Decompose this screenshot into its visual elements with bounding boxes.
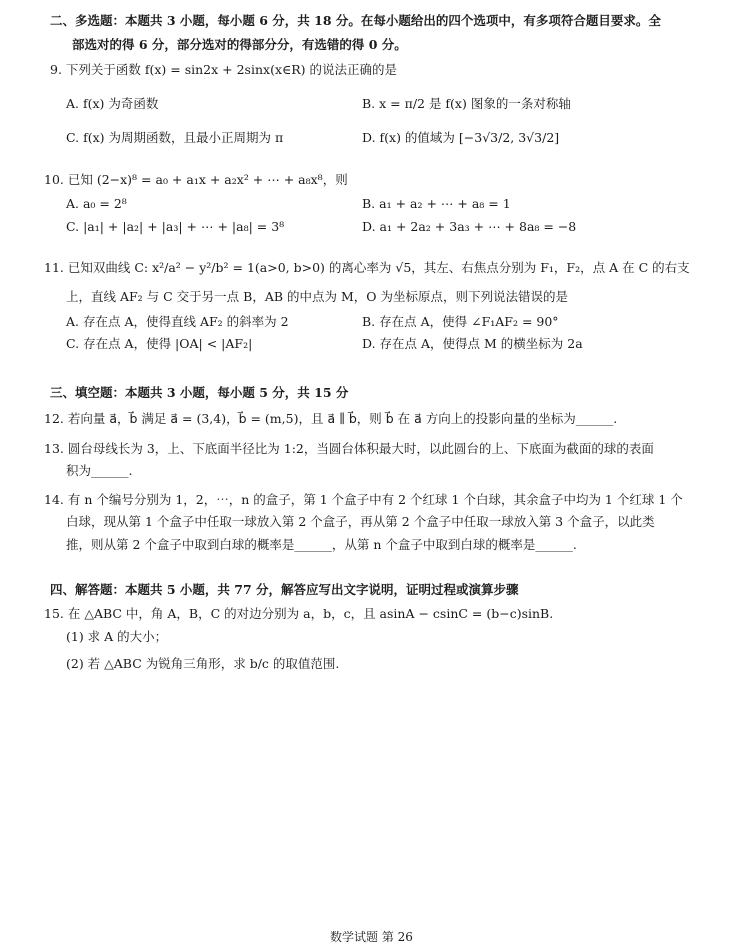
q14-text-cont2: 推，则从第 2 个盒子中取到白球的概率是______，从第 n 个盒子中取到白球的概率是______. bbox=[66, 537, 577, 552]
q14-text-cont1: 白球，现从第 1 个盒子中任取一球放入第 2 个盒子，再从第 2 个盒子中任取一球放入第 3 个盒子，以此类 bbox=[66, 514, 655, 529]
q10-stem: 10. 已知 (2−x)⁸ = a₀ + a₁x + a₂x² + ⋯ + a₈x⁸，则 bbox=[44, 172, 348, 187]
q12-text: 12. 若向量 a⃗，b⃗ 满足 a⃗ = (3,4)，b⃗ = (m,5)，且 a⃗ ∥ b⃗，则 b⃗ 在 a⃗ 方向上的投影向量的坐标为______. bbox=[44, 411, 618, 426]
q11-option-b: B. 存在点 A，使得 ∠F₁AF₂ = 90° bbox=[362, 314, 559, 329]
q10-option-b: B. a₁ + a₂ + ⋯ + a₈ = 1 bbox=[362, 196, 511, 211]
q10-option-d: D. a₁ + 2a₂ + 3a₃ + ⋯ + 8a₈ = −8 bbox=[362, 219, 577, 234]
q14-text: 14. 有 n 个编号分别为 1，2，⋯，n 的盒子，第 1 个盒子中有 2 个红球 1 个白球，其余盒子中均为 1 个红球 1 个 bbox=[44, 492, 683, 507]
q10-option-a: A. a₀ = 2⁸ bbox=[66, 196, 127, 211]
q13-text: 13. 圆台母线长为 3，上、下底面半径比为 1:2，当圆台体积最大时，以此圆台的上、下底面为截面的球的表面 bbox=[44, 441, 654, 456]
q15-part1: (1) 求 A 的大小； bbox=[66, 629, 168, 644]
q11-stem: 11. 已知双曲线 C: x²/a² − y²/b² = 1(a>0, b>0) 的离心率为 √5，其左、右焦点分别为 F₁，F₂，点 A 在 C 的右支 bbox=[44, 260, 690, 275]
q11-option-c: C. 存在点 A，使得 |OA| < |AF₂| bbox=[66, 336, 253, 351]
section3-heading: 三、填空题：本题共 3 小题，每小题 5 分，共 15 分 bbox=[50, 385, 349, 400]
q9-option-b: B. x = π/2 是 f(x) 图象的一条对称轴 bbox=[362, 96, 571, 111]
section2-heading-cont: 部选对的得 6 分，部分选对的得部分分，有选错的得 0 分。 bbox=[72, 37, 407, 52]
q10-option-c: C. |a₁| + |a₂| + |a₃| + ⋯ + |a₈| = 3⁸ bbox=[66, 219, 285, 234]
page-footer: 数学试题 第 26 bbox=[330, 930, 413, 944]
q9-stem: 9. 下列关于函数 f(x) = sin2x + 2sinx(x∈R) 的说法正确的是 bbox=[50, 62, 398, 77]
section2-heading: 二、多选题：本题共 3 小题，每小题 6 分，共 18 分。在每小题给出的四个选项中，有多项符合题目要求。全 bbox=[50, 13, 661, 28]
q9-option-d: D. f(x) 的值域为 [−3√3/2, 3√3/2] bbox=[362, 130, 560, 145]
section4-heading: 四、解答题：本题共 5 小题，共 77 分，解答应写出文字说明，证明过程或演算步骤 bbox=[50, 582, 519, 597]
q15-part2: (2) 若 △ABC 为锐角三角形，求 b/c 的取值范围. bbox=[66, 656, 340, 671]
q11-option-a: A. 存在点 A，使得直线 AF₂ 的斜率为 2 bbox=[66, 314, 289, 329]
q11-stem-cont: 上，直线 AF₂ 与 C 交于另一点 B，AB 的中点为 M，O 为坐标原点，则下列说法错误的是 bbox=[66, 289, 569, 304]
q11-option-d: D. 存在点 A，使得点 M 的横坐标为 2a bbox=[362, 336, 583, 351]
q15-stem: 15. 在 △ABC 中，角 A，B，C 的对边分别为 a，b，c，且 asinA − csinC = (b−c)sinB. bbox=[44, 606, 554, 621]
q13-text-cont: 积为______. bbox=[66, 463, 133, 478]
q9-option-c: C. f(x) 为周期函数，且最小正周期为 π bbox=[66, 130, 284, 145]
q9-option-a: A. f(x) 为奇函数 bbox=[66, 96, 159, 111]
